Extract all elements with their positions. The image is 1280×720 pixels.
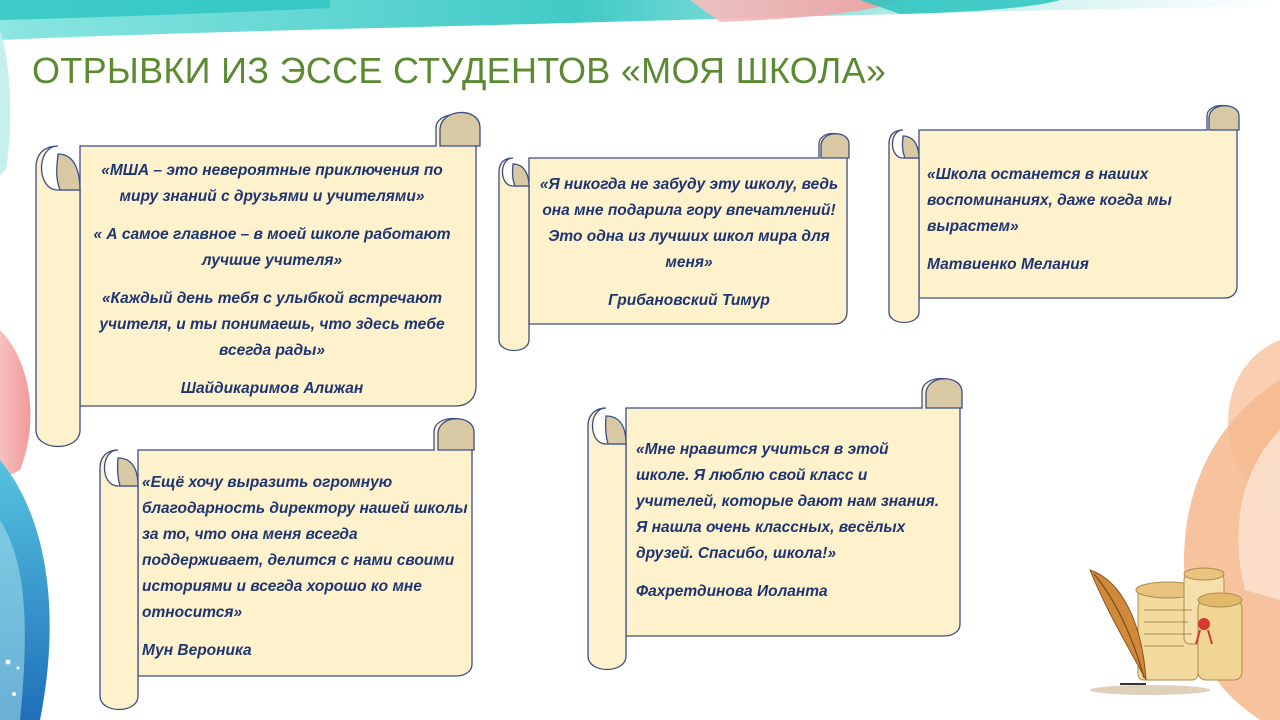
quote-text: «МША – это невероятные приключения по миру знаний с друзьями и учителями» (101, 162, 443, 205)
quote-text: « А самое главное – в моей школе работают лучшие учителя» (93, 226, 451, 269)
essay-scroll-3 (889, 100, 1239, 326)
essay-scroll-4 (100, 410, 476, 714)
quote-text: «Я никогда не забуду эту школу, ведь она мне подарила гору впечатлений! Это одна из лучших школ мира для меня» (539, 176, 839, 271)
quote-author: Фахретдинова Иоланта (636, 583, 828, 600)
quill-and-scrolls-icon (1080, 560, 1260, 700)
quote-author: Шайдикаримов Алижан (180, 380, 364, 397)
quote-author: Грибановский Тимур (608, 292, 770, 309)
essay-scroll-1 (36, 100, 482, 452)
quote-text: «Мне нравится учиться в этой школе. Я люблю свой класс и учителей, которые дают нам знания. Я нашла очень классных, весёлых друзей. Спасибо, школа!» (636, 441, 940, 562)
quote-text: «Ещё хочу выразить огромную благодарность директору нашей школы за то, что она меня всегда поддерживает, делится с нами своими историями и всегда хорошо ко мне относится» (142, 474, 468, 621)
essay-scroll-5 (588, 372, 964, 674)
quote-text: «Каждый день тебя с улыбкой встречают учителя, и ты понимаешь, что здесь тебе всегда рады» (99, 290, 445, 359)
page-title: ОТРЫВКИ ИЗ ЭССЕ СТУДЕНТОВ «МОЯ ШКОЛА» (32, 50, 887, 91)
essay-scroll-2 (499, 128, 849, 354)
quote-author: Матвиенко Мелания (927, 256, 1089, 273)
quote-text: «Школа останется в наших воспоминаниях, даже когда мы вырастем» (927, 166, 1172, 235)
quote-author: Мун Вероника (142, 642, 252, 659)
